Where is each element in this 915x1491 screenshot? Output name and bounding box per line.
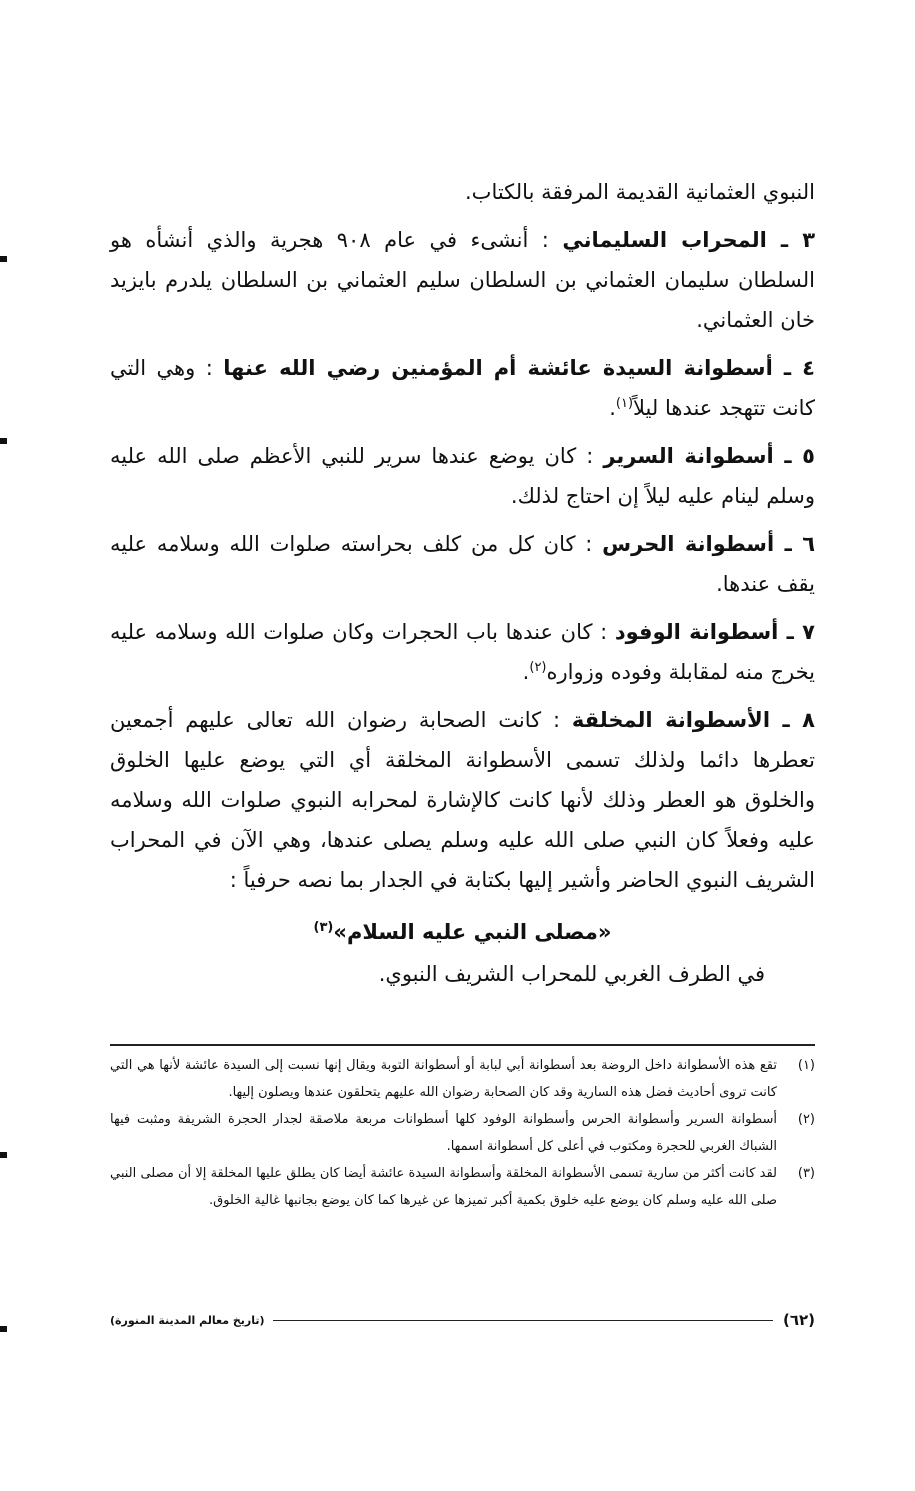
paragraph-3-heading: ٣ ـ المحراب السليماني xyxy=(562,228,816,252)
paragraph-intro xyxy=(110,172,815,212)
paragraph-7 xyxy=(110,612,815,692)
scan-mark xyxy=(0,438,7,444)
paragraph-4 xyxy=(110,348,815,428)
footnote-3 xyxy=(110,1160,815,1214)
paragraph-6-text: : كان كل من كلف بحراسته صلوات الله وسلامه عليه يقف عندها. xyxy=(110,532,815,596)
paragraph-5-heading: ٥ ـ أسطوانة السرير xyxy=(603,444,815,468)
footnote-text: تقع هذه الأسطوانة داخل الروضة بعد أسطوانة أبي لبابة أو أسطوانة التوبة ويقال إنها نسبت إلى السيدة عائشة لأنها هي التي كانت تروى أحاديث فضل هذه السارية وقد كان الصحابة رضوان الله عليهم يتحلقون عندها ويصلون إليها. xyxy=(110,1058,777,1100)
main-text xyxy=(110,172,815,994)
scan-mark xyxy=(0,1152,7,1158)
page-number: (٦٢) xyxy=(782,1311,815,1329)
footnote-2 xyxy=(110,1106,815,1160)
footnote-number: (٢) xyxy=(797,1112,815,1127)
paragraph-3-text: : أنشىء في عام ٩٠٨ هجرية والذي أنشأه هو السلطان سليمان العثماني بن السلطان سليم العثماني بن السلطان يلدرم بايزيد خان العثماني. xyxy=(110,228,815,332)
paragraph-5 xyxy=(110,436,815,516)
footer-rule xyxy=(273,1320,773,1321)
footnote-text: لقد كانت أكثر من سارية تسمى الأسطوانة المخلقة وأسطوانة السيدة عائشة أيضا كان يطلق عليها المخلقة إلا أن مصلى النبي صلى الله عليه وسلم كان يوضع عليه خلوق بكمية أكبر تميزها عن غيرها كما كان يوضع بجانبها غالية الخلوق. xyxy=(110,1166,777,1208)
paragraph-3 xyxy=(110,220,815,340)
scan-mark xyxy=(0,1326,7,1332)
footnote-ref-2: (٢) xyxy=(529,660,547,675)
intro-line: النبوي العثمانية القديمة المرفقة بالكتاب. xyxy=(465,180,815,204)
book-title: (تاريخ معالم المدينة المنورة) xyxy=(110,1313,265,1327)
footnote-number: (٣) xyxy=(797,1166,815,1181)
paragraph-8 xyxy=(110,700,815,900)
footnote-separator xyxy=(110,1044,815,1046)
paragraph-4-text: : وهي التي كانت تتهجد عندها ليلاً xyxy=(110,356,815,420)
paragraph-4-end: . xyxy=(609,396,616,420)
page-footer xyxy=(110,1305,815,1335)
quote-line xyxy=(110,910,815,954)
paragraph-6-heading: ٦ ـ أسطوانة الحرس xyxy=(602,532,816,556)
footnote-text: أسطوانة السرير وأسطوانة الحرس وأسطوانة الوفود كلها أسطوانات مربعة ملاصقة لجدار الحجرة الشريفة ومثبت فيها الشباك الغربي للحجرة ومكتوب في أعلى كل أسطوانة اسمها. xyxy=(110,1112,777,1154)
footnote-number: (١) xyxy=(797,1058,815,1073)
paragraph-7-heading: ٧ ـ أسطوانة الوفود xyxy=(614,620,815,644)
closing-line: في الطرف الغربي للمحراب الشريف النبوي. xyxy=(378,962,765,986)
paragraph-7-text: : كان عندها باب الحجرات وكان صلوات الله وسلامه عليه يخرج منه لمقابلة وفوده وزواره xyxy=(110,620,815,684)
paragraph-6 xyxy=(110,524,815,604)
paragraph-7-end: . xyxy=(522,660,530,684)
scan-mark xyxy=(0,256,7,262)
footnote-ref-1: (١) xyxy=(615,396,634,411)
paragraph-5-text: : كان يوضع عندها سرير للنبي الأعظم صلى الله عليه وسلم لينام عليه ليلاً إن احتاج لذلك. xyxy=(110,444,815,508)
quote-text: «مصلى النبي عليه السلام» xyxy=(333,920,612,944)
footnote-ref-3: (٣) xyxy=(313,920,334,935)
footnotes xyxy=(110,1052,815,1214)
paragraph-8-heading: ٨ ـ الأسطوانة المخلقة xyxy=(571,708,815,732)
paragraph-8-text: : كانت الصحابة رضوان الله تعالى عليهم أجمعين تعطرها دائما ولذلك تسمى الأسطوانة المخلقة أي التي يوضع عليها الخلوق والخلوق هو العطر وذلك لأنها كانت كالإشارة لمحرابه النبوي صلوات الله وسلامه عليه وفعلاً كان النبي صلى الله عليه وسلم يصلى عندها، وهي الآن في المحراب الشريف النبوي الحاضر وأشير إليها بكتابة في الجدار بما نصه حرفياً : xyxy=(110,708,815,892)
footnote-1 xyxy=(110,1052,815,1106)
paragraph-4-heading: ٤ ـ أسطوانة السيدة عائشة أم المؤمنين رضي الله عنها xyxy=(223,356,815,380)
